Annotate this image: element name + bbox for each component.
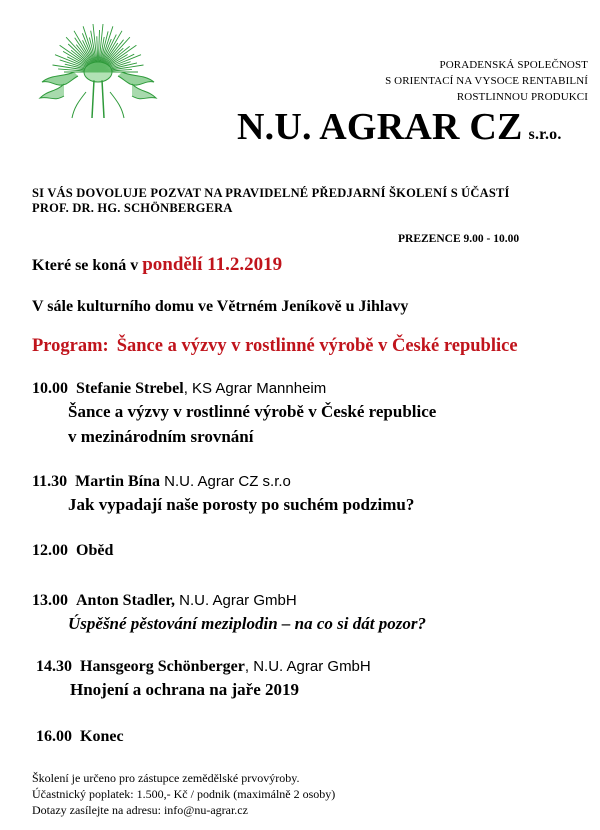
item-topic: Hnojení a ochrana na jaře 2019 [70, 680, 300, 699]
item-organization: N.U. Agrar CZ s.r.o [160, 473, 291, 490]
tagline-line: S ORIENTACÍ NA VYSOCE RENTABILNÍ [385, 75, 588, 87]
item-time: 16.00 [36, 728, 72, 745]
item-topic: Úspěšné pěstování meziplodin – na co si dát pozor? [68, 614, 426, 633]
invitation-text [32, 186, 592, 216]
thistle-illustration-icon [34, 22, 162, 120]
program-item [36, 726, 124, 747]
item-topic: v mezinárodním srovnání [68, 427, 254, 446]
item-time: 12.00 [32, 542, 68, 559]
tagline-line: PORADENSKÁ SPOLEČNOST [439, 59, 588, 71]
program-item [32, 590, 426, 636]
item-speaker: Hansgeorg Schönberger [80, 658, 245, 675]
item-speaker: Stefanie Strebel [76, 380, 184, 397]
item-organization: N.U. Agrar GmbH [174, 592, 297, 609]
item-time: 11.30 [32, 473, 68, 490]
program-theme: Šance a výzvy v rostlinné výrobě v České republice [116, 336, 518, 356]
invitation-line: PROF. DR. HG. SCHÖNBERGERA [32, 201, 233, 215]
program-item [32, 378, 436, 449]
company-tagline [288, 57, 588, 105]
program-item [32, 540, 113, 561]
date-prefix: Které se koná v [32, 257, 139, 274]
program-item [32, 471, 414, 517]
item-speaker: Anton Stadler, [76, 592, 175, 609]
item-time: 13.00 [32, 592, 68, 609]
footer-line: Školení je určeno pro zástupce zemědělské prvovýroby. [32, 771, 300, 785]
company-name [237, 105, 562, 149]
event-date: pondělí 11.2.2019 [142, 254, 283, 275]
item-organization: , N.U. Agrar GmbH [244, 658, 371, 675]
item-topic: Šance a výzvy v rostlinné výrobě v České republice [68, 402, 437, 421]
footer-line: Dotazy zasílejte na adresu: info@nu-agrar.cz [32, 803, 248, 817]
item-time: 10.00 [32, 380, 68, 397]
item-topic: Jak vypadají naše porosty po suchém podzimu? [68, 495, 415, 514]
event-date-line [32, 254, 282, 276]
program-title [32, 336, 518, 357]
program-item [36, 656, 371, 702]
program-label: Program: [32, 336, 109, 356]
item-speaker: Martin Bína [75, 473, 161, 490]
item-speaker: Konec [80, 728, 124, 745]
invitation-line: SI VÁS DOVOLUJE POZVAT NA PRAVIDELNÉ PŘEDJARNÍ ŠKOLENÍ S ÚČASTÍ [32, 186, 510, 200]
item-organization: , KS Agrar Mannheim [183, 380, 327, 397]
company-name-text: N.U. AGRAR CZ [237, 106, 523, 148]
item-speaker: Oběd [76, 542, 114, 559]
item-time: 14.30 [36, 658, 72, 675]
company-suffix: s.r.o. [528, 126, 562, 143]
presence-time: PREZENCE 9.00 - 10.00 [398, 233, 520, 245]
tagline-line: ROSTLINNOU PRODUKCI [456, 91, 588, 103]
venue: V sále kulturního domu ve Větrném Jeníkově u Jihlavy [32, 298, 409, 315]
footer-line: Účastnický poplatek: 1.500,- Kč / podnik (maximálně 2 osoby) [32, 787, 336, 801]
footer-notes [32, 770, 335, 818]
